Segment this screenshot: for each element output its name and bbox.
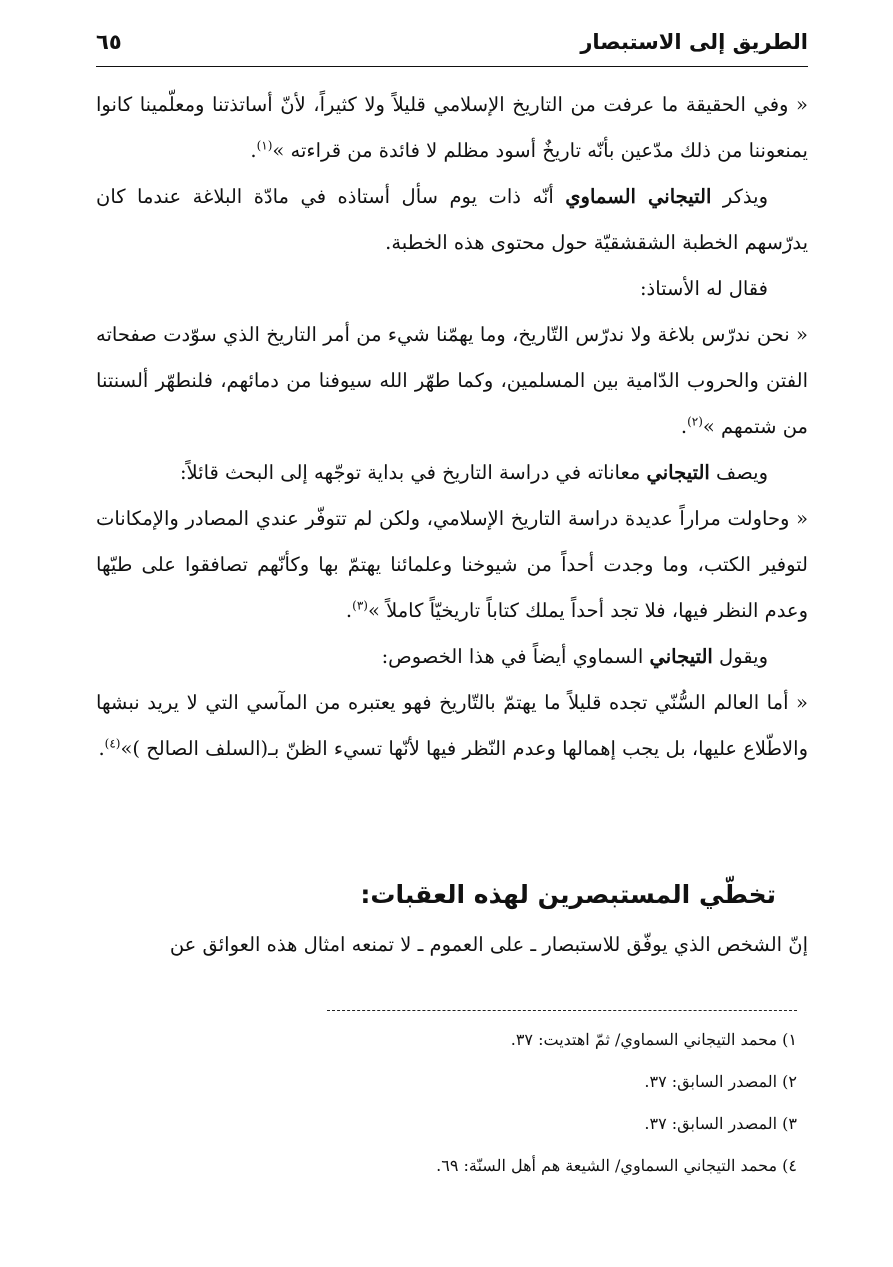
body-paragraph [96,266,808,312]
page-number: ٦٥ [96,30,122,54]
page-header [96,28,808,66]
body-text [96,82,808,772]
quote-text: « وحاولت مراراً عديدة دراسة التاريخ الإسلامي، ولكن لم تتوفّر عندي المصادر والإمكانات لتوفير الكتب، وما وجدت أحداً من شيوخنا وعلمائنا يهتمّ بها وكأنّهم تصافقوا على طيّها وعدم النظر فيها، فلا تجد أحداً يملك كتاباً تاريخيّاً كاملاً » [96,507,808,622]
paragraph-text: إنّ الشخص الذي يوفّق للاستبصار ـ على العموم ـ لا تمنعه امثال هذه العوائق عن [169,933,808,956]
section-heading: تخطّي المستبصرين لهذه العقبات: [360,880,776,909]
author-name: التيجاني [646,461,710,484]
paragraph-text: أنّه ذات يوم سأل أستاذه في مادّة البلاغة عندما كان يدرّسهم الخطبة الشقشقيّة حول محتوى هذه الخطبة. [96,185,808,254]
paragraph-lead: ويصف [716,461,768,484]
quote-paragraph [96,82,808,174]
footnote-ref: (٤) [104,736,121,751]
punctuation: . [680,415,688,438]
punctuation: . [98,737,105,760]
footnote: ٤) محمد التيجاني السماوي/ الشيعة هم أهل السنّة: ٦٩. [436,1156,797,1175]
paragraph-lead: ويذكر [722,185,768,208]
header-divider [96,66,808,67]
author-name: التيجاني السماوي [565,185,712,208]
quote-paragraph [96,680,808,772]
body-paragraph [96,450,808,496]
body-paragraph [96,634,808,680]
author-name: التيجاني [649,645,713,668]
footnote: ٢) المصدر السابق: ٣٧. [644,1072,797,1091]
quote-text: « وفي الحقيقة ما عرفت من التاريخ الإسلامي قليلاً ولا كثيراً، لأنّ أساتذتنا ومعلّمينا كانوا يمنعوننا من ذلك مدّعين بأنّه تاريخٌ أسود مظلم لا فائدة من قراءته » [96,93,808,162]
punctuation: . [345,599,353,622]
paragraph-text: السماوي أيضاً في هذا الخصوص: [381,645,644,668]
footnotes [137,1030,797,1198]
punctuation: . [250,139,257,162]
footnote: ٣) المصدر السابق: ٣٧. [644,1114,797,1133]
section-paragraph [96,922,808,968]
quote-text: « أما العالم السُّنّي تجده قليلاً ما يهتمّ بالتّاريخ فهو يعتبره من المآسي التي لا يريد نبشها والاطّلاع عليها، بل يجب إهمالها وعدم النّظر فيها لأنّها تسيء الظنّ بـ(السلف الصالح )» [96,691,808,760]
paragraph-lead: ويقول [719,645,768,668]
paragraph-text: فقال له الأستاذ: [639,277,768,300]
footnote-ref: (٢) [687,414,703,429]
footnote-ref: (٣) [352,598,368,613]
running-title: الطريق إلى الاستبصار [580,30,808,54]
footnote: ١) محمد التيجاني السماوي/ ثمّ اهتديت: ٣٧. [510,1030,797,1049]
quote-paragraph [96,312,808,450]
paragraph-text: معاناته في دراسة التاريخ في بداية توجّهه إلى البحث قائلاً: [179,461,641,484]
footnote-ref: (١) [256,138,273,153]
body-paragraph [96,174,808,266]
footnote-divider [327,1010,797,1011]
quote-text: « نحن ندرّس بلاغة ولا ندرّس التّاريخ، وما يهمّنا شيء من أمر التاريخ الذي سوّدت صفحاته الفتن والحروب الدّامية بين المسلمين، وكما طهّر الله سيوفنا من دمائهم، فلنطهّر ألسنتنا من شتمهم » [96,323,808,438]
quote-paragraph [96,496,808,634]
